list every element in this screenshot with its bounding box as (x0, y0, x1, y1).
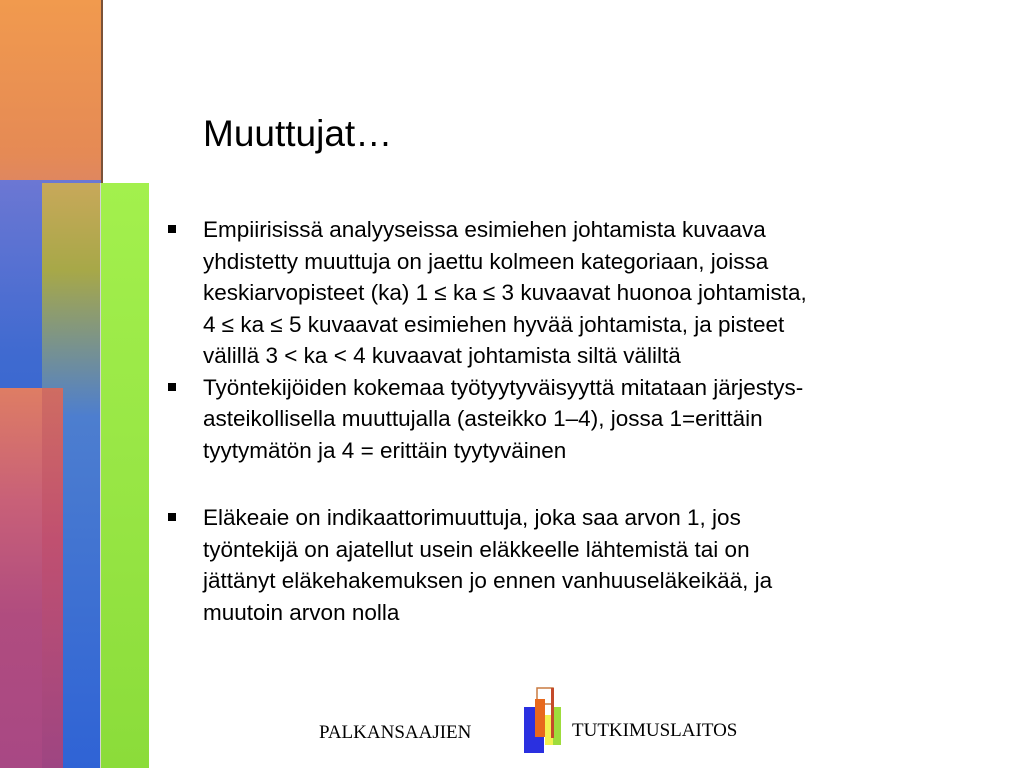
bullet-item (166, 214, 976, 372)
bullet-line: muutoin arvon nolla (203, 599, 400, 625)
bullet-item (166, 502, 976, 628)
decor-strip-red-inner (42, 388, 63, 768)
bullet-text (203, 375, 803, 463)
footer-brand-right: TUTKIMUSLAITOS (572, 720, 738, 741)
bullet-line: asteikollisella muuttujalla (asteikko 1–4), jossa 1=erittäin (203, 406, 763, 431)
square-bullet-icon (168, 225, 176, 233)
bullet-line: työntekijä on ajatellut usein eläkkeelle lähtemistä tai on (203, 536, 750, 562)
bullet-item (166, 372, 976, 467)
slide-title: Muuttujat… (203, 113, 393, 154)
bullet-line: tyytymätön ja 4 = erittäin tyytyväinen (203, 437, 567, 463)
bullet-line: jättänyt eläkehakemuksen jo ennen vanhuuseläkeikää, ja (203, 568, 773, 593)
bullet-line: 4 ≤ ka ≤ 5 kuvaavat esimiehen hyvää johtamista, ja pisteet (203, 311, 785, 337)
decor-strip-green (101, 183, 149, 768)
bullet-line: yhdistetty muuttuja on jaettu kolmeen kategoriaan, joissa (203, 248, 769, 274)
institute-logo-icon (523, 687, 563, 755)
decor-divider (100, 183, 101, 768)
bullet-line: Eläkeaie on indikaattorimuuttuja, joka saa arvon 1, jos (203, 505, 741, 530)
bullet-line: Työntekijöiden kokemaa työtyytyväisyyttä mitataan järjestys- (203, 374, 804, 400)
bullet-line: Empiirisissä analyyseissa esimiehen johtamista kuvaava (203, 217, 766, 242)
decor-divider-top (101, 0, 103, 183)
square-bullet-icon (168, 383, 176, 391)
bullet-line: keskiarvopisteet (ka) 1 ≤ ka ≤ 3 kuvaavat huonoa johtamista, (203, 280, 807, 305)
square-bullet-icon (168, 513, 176, 521)
bullet-text (203, 505, 772, 625)
bullet-line: välillä 3 < ka < 4 kuvaavat johtamista siltä väliltä (203, 343, 681, 368)
bullet-text (203, 217, 807, 368)
bullet-list (166, 214, 976, 628)
footer-brand-left: PALKANSAAJIEN (319, 722, 472, 743)
